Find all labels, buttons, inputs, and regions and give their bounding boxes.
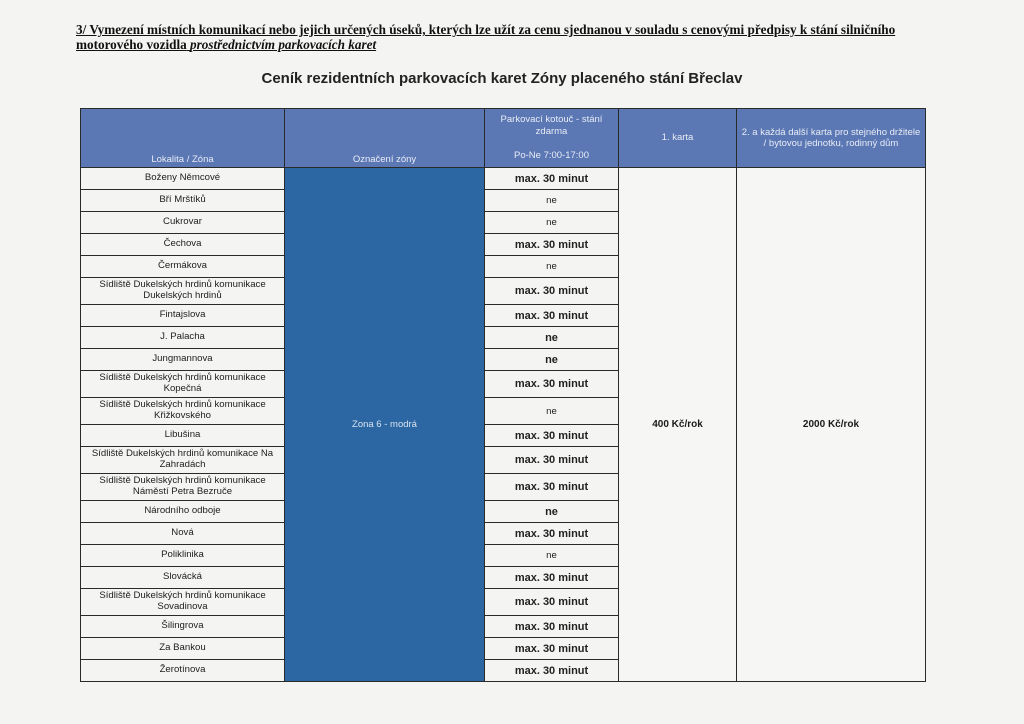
header-lokalita: Lokalita / Zóna bbox=[81, 109, 285, 168]
lokalita-cell: Za Bankou bbox=[81, 638, 285, 660]
header-kotouc-line3: Po-Ne 7:00-17:00 bbox=[514, 150, 589, 161]
kotouc-cell: max. 30 minut bbox=[485, 447, 619, 474]
kotouc-cell: max. 30 minut bbox=[485, 523, 619, 545]
kotouc-cell: max. 30 minut bbox=[485, 638, 619, 660]
lokalita-cell: J. Palacha bbox=[81, 327, 285, 349]
lokalita-cell: Sídliště Dukelských hrdinů komunikace Na Zahradách bbox=[81, 447, 285, 474]
table-body bbox=[81, 168, 926, 682]
kotouc-cell: max. 30 minut bbox=[485, 589, 619, 616]
lokalita-cell: Sídliště Dukelských hrdinů komunikace Kopečná bbox=[81, 371, 285, 398]
lokalita-cell: Sídliště Dukelských hrdinů komunikace Křižkovského bbox=[81, 398, 285, 425]
kotouc-cell: ne bbox=[485, 349, 619, 371]
kotouc-cell: max. 30 minut bbox=[485, 567, 619, 589]
kotouc-cell: max. 30 minut bbox=[485, 371, 619, 398]
kotouc-cell: ne bbox=[485, 212, 619, 234]
header-kotouc bbox=[485, 109, 619, 168]
lokalita-cell: Jungmannova bbox=[81, 349, 285, 371]
document-heading bbox=[76, 22, 936, 52]
lokalita-cell: Sídliště Dukelských hrdinů komunikace Sovadinova bbox=[81, 589, 285, 616]
lokalita-cell: Libušina bbox=[81, 425, 285, 447]
header-karta2: 2. a každá další karta pro stejného držitele / bytovou jednotku, rodinný dům bbox=[737, 109, 926, 168]
lokalita-cell: Nová bbox=[81, 523, 285, 545]
kotouc-cell: max. 30 minut bbox=[485, 168, 619, 190]
header-karta1: 1. karta bbox=[619, 109, 737, 168]
kotouc-cell: ne bbox=[485, 190, 619, 212]
kotouc-cell: max. 30 minut bbox=[485, 616, 619, 638]
table-row bbox=[81, 168, 926, 190]
kotouc-cell: max. 30 minut bbox=[485, 425, 619, 447]
lokalita-cell: Národního odboje bbox=[81, 501, 285, 523]
lokalita-cell: Bří Mrštíků bbox=[81, 190, 285, 212]
kotouc-cell: ne bbox=[485, 398, 619, 425]
heading-italic: prostřednictvím parkovacích karet bbox=[190, 37, 377, 52]
lokalita-cell: Slovácká bbox=[81, 567, 285, 589]
kotouc-cell: max. 30 minut bbox=[485, 234, 619, 256]
kotouc-cell: max. 30 minut bbox=[485, 278, 619, 305]
lokalita-cell: Cukrovar bbox=[81, 212, 285, 234]
lokalita-cell: Fintajslova bbox=[81, 305, 285, 327]
page-title: Ceník rezidentních parkovacích karet Zóny placeného stání Břeclav bbox=[261, 70, 743, 87]
kotouc-cell: max. 30 minut bbox=[485, 305, 619, 327]
kotouc-cell: max. 30 minut bbox=[485, 474, 619, 501]
lokalita-cell: Žerotínova bbox=[81, 660, 285, 682]
price-table bbox=[80, 108, 926, 682]
lokalita-cell: Poliklinika bbox=[81, 545, 285, 567]
header-kotouc-line2: zdarma bbox=[535, 126, 568, 137]
lokalita-cell: Sídliště Dukelských hrdinů komunikace Náměstí Petra Bezruče bbox=[81, 474, 285, 501]
kotouc-cell: ne bbox=[485, 256, 619, 278]
lokalita-cell: Čechova bbox=[81, 234, 285, 256]
kotouc-cell: ne bbox=[485, 327, 619, 349]
kotouc-cell: ne bbox=[485, 501, 619, 523]
header-oznaceni: Označení zóny bbox=[285, 109, 485, 168]
heading-main: 3/ Vymezení místních komunikací nebo jejich určených úseků, kterých lze užít za cenu sjednanou v souladu s cenovými předpisy k stání silničního motorového vozidla bbox=[76, 22, 896, 52]
table-header-row bbox=[81, 109, 926, 168]
price-first-card-cell: 400 Kč/rok bbox=[619, 168, 737, 682]
lokalita-cell: Boženy Němcové bbox=[81, 168, 285, 190]
kotouc-cell: ne bbox=[485, 545, 619, 567]
zone-cell: Zona 6 - modrá bbox=[285, 168, 485, 682]
lokalita-cell: Šilingrova bbox=[81, 616, 285, 638]
header-kotouc-line1: Parkovací kotouč - stání bbox=[500, 114, 603, 125]
price-next-card-cell: 2000 Kč/rok bbox=[737, 168, 926, 682]
kotouc-cell: max. 30 minut bbox=[485, 660, 619, 682]
lokalita-cell: Čermákova bbox=[81, 256, 285, 278]
lokalita-cell: Sídliště Dukelských hrdinů komunikace Dukelských hrdinů bbox=[81, 278, 285, 305]
